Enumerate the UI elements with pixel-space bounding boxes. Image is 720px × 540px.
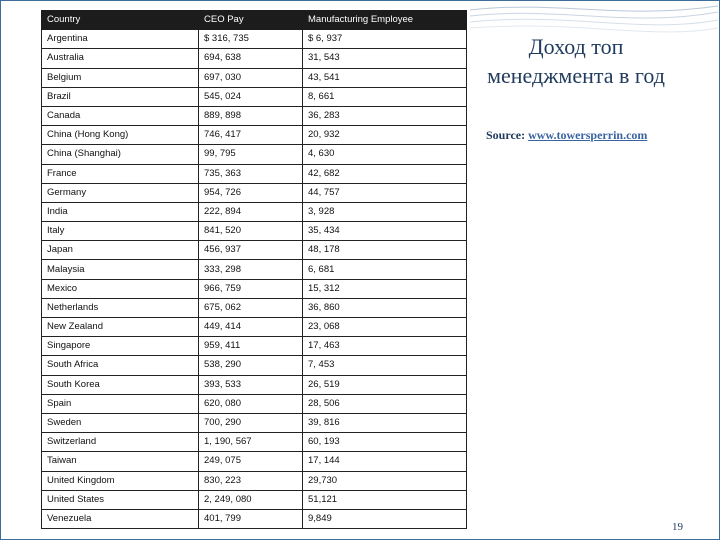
cell-country: Malaysia (42, 260, 199, 279)
cell-country: United Kingdom (42, 471, 199, 490)
cell-employee-pay: 17, 463 (303, 337, 467, 356)
cell-employee-pay: 42, 682 (303, 164, 467, 183)
table-row (42, 68, 467, 87)
cell-employee-pay: 36, 860 (303, 298, 467, 317)
cell-employee-pay: 6, 681 (303, 260, 467, 279)
cell-country: Argentina (42, 30, 199, 49)
header-manufacturing-employee: Manufacturing Employee (303, 11, 467, 30)
table-row (42, 49, 467, 68)
table-row (42, 106, 467, 125)
cell-country: India (42, 202, 199, 221)
cell-country: Brazil (42, 87, 199, 106)
cell-employee-pay: 26, 519 (303, 375, 467, 394)
cell-country: Belgium (42, 68, 199, 87)
cell-ceo-pay: 889, 898 (199, 106, 303, 125)
table-row (42, 356, 467, 375)
cell-country: Sweden (42, 413, 199, 432)
header-ceo-pay: CEO Pay (199, 11, 303, 30)
table-row (42, 298, 467, 317)
cell-country: Venezuela (42, 509, 199, 528)
cell-ceo-pay: 99, 795 (199, 145, 303, 164)
cell-ceo-pay: 746, 417 (199, 126, 303, 145)
cell-ceo-pay: 700, 290 (199, 413, 303, 432)
table-header-row (42, 11, 467, 30)
slide-title: Доход топ менеджмента в год (487, 34, 665, 88)
table-row (42, 375, 467, 394)
cell-country: Switzerland (42, 433, 199, 452)
cell-employee-pay: 51,121 (303, 490, 467, 509)
cell-employee-pay: 36, 283 (303, 106, 467, 125)
cell-employee-pay: 20, 932 (303, 126, 467, 145)
cell-ceo-pay: 449, 414 (199, 318, 303, 337)
cell-country: United States (42, 490, 199, 509)
cell-employee-pay: 3, 928 (303, 202, 467, 221)
cell-employee-pay: 7, 453 (303, 356, 467, 375)
cell-employee-pay: 31, 543 (303, 49, 467, 68)
pay-table (41, 10, 467, 529)
cell-country: South Korea (42, 375, 199, 394)
cell-country: Canada (42, 106, 199, 125)
table-row (42, 164, 467, 183)
table-row (42, 222, 467, 241)
cell-ceo-pay: 2, 249, 080 (199, 490, 303, 509)
cell-ceo-pay: 393, 533 (199, 375, 303, 394)
cell-employee-pay: $ 6, 937 (303, 30, 467, 49)
cell-employee-pay: 39, 816 (303, 413, 467, 432)
cell-country: Spain (42, 394, 199, 413)
cell-ceo-pay: 249, 075 (199, 452, 303, 471)
table-row (42, 471, 467, 490)
cell-country: China (Shanghai) (42, 145, 199, 164)
cell-country: Italy (42, 222, 199, 241)
source-line (486, 128, 647, 143)
table-row (42, 318, 467, 337)
cell-ceo-pay: 545, 024 (199, 87, 303, 106)
cell-ceo-pay: 697, 030 (199, 68, 303, 87)
table-row (42, 30, 467, 49)
cell-ceo-pay: 830, 223 (199, 471, 303, 490)
cell-employee-pay: 44, 757 (303, 183, 467, 202)
cell-ceo-pay: 620, 080 (199, 394, 303, 413)
cell-employee-pay: 23, 068 (303, 318, 467, 337)
cell-employee-pay: 48, 178 (303, 241, 467, 260)
cell-country: Japan (42, 241, 199, 260)
cell-ceo-pay: 966, 759 (199, 279, 303, 298)
table-row (42, 452, 467, 471)
table-row (42, 337, 467, 356)
cell-ceo-pay: 735, 363 (199, 164, 303, 183)
cell-employee-pay: 28, 506 (303, 394, 467, 413)
cell-ceo-pay: 954, 726 (199, 183, 303, 202)
cell-ceo-pay: 694, 638 (199, 49, 303, 68)
cell-ceo-pay: 222, 894 (199, 202, 303, 221)
cell-employee-pay: 9,849 (303, 509, 467, 528)
table-row (42, 509, 467, 528)
cell-ceo-pay: $ 316, 735 (199, 30, 303, 49)
cell-ceo-pay: 1, 190, 567 (199, 433, 303, 452)
header-country: Country (42, 11, 199, 30)
cell-employee-pay: 4, 630 (303, 145, 467, 164)
cell-country: France (42, 164, 199, 183)
page-number: 19 (672, 521, 683, 533)
cell-ceo-pay: 456, 937 (199, 241, 303, 260)
table-row (42, 279, 467, 298)
table-row (42, 183, 467, 202)
table-row (42, 241, 467, 260)
cell-country: Australia (42, 49, 199, 68)
cell-employee-pay: 8, 661 (303, 87, 467, 106)
cell-ceo-pay: 401, 799 (199, 509, 303, 528)
table-row (42, 413, 467, 432)
cell-ceo-pay: 841, 520 (199, 222, 303, 241)
cell-country: New Zealand (42, 318, 199, 337)
cell-employee-pay: 15, 312 (303, 279, 467, 298)
cell-country: Germany (42, 183, 199, 202)
table-row (42, 145, 467, 164)
source-link[interactable]: www.towersperrin.com (528, 128, 648, 142)
cell-employee-pay: 17, 144 (303, 452, 467, 471)
table-row (42, 490, 467, 509)
cell-employee-pay: 43, 541 (303, 68, 467, 87)
cell-country: Netherlands (42, 298, 199, 317)
cell-employee-pay: 60, 193 (303, 433, 467, 452)
cell-country: Singapore (42, 337, 199, 356)
pay-table-container (41, 10, 466, 529)
cell-country: Mexico (42, 279, 199, 298)
source-label: Source: (486, 128, 526, 142)
table-row (42, 260, 467, 279)
table-row (42, 433, 467, 452)
cell-ceo-pay: 538, 290 (199, 356, 303, 375)
cell-ceo-pay: 959, 411 (199, 337, 303, 356)
cell-employee-pay: 35, 434 (303, 222, 467, 241)
table-body (42, 30, 467, 529)
cell-country: Taiwan (42, 452, 199, 471)
cell-ceo-pay: 333, 298 (199, 260, 303, 279)
cell-country: China (Hong Kong) (42, 126, 199, 145)
table-row (42, 202, 467, 221)
table-row (42, 394, 467, 413)
cell-ceo-pay: 675, 062 (199, 298, 303, 317)
table-row (42, 126, 467, 145)
cell-country: South Africa (42, 356, 199, 375)
cell-employee-pay: 29,730 (303, 471, 467, 490)
table-row (42, 87, 467, 106)
